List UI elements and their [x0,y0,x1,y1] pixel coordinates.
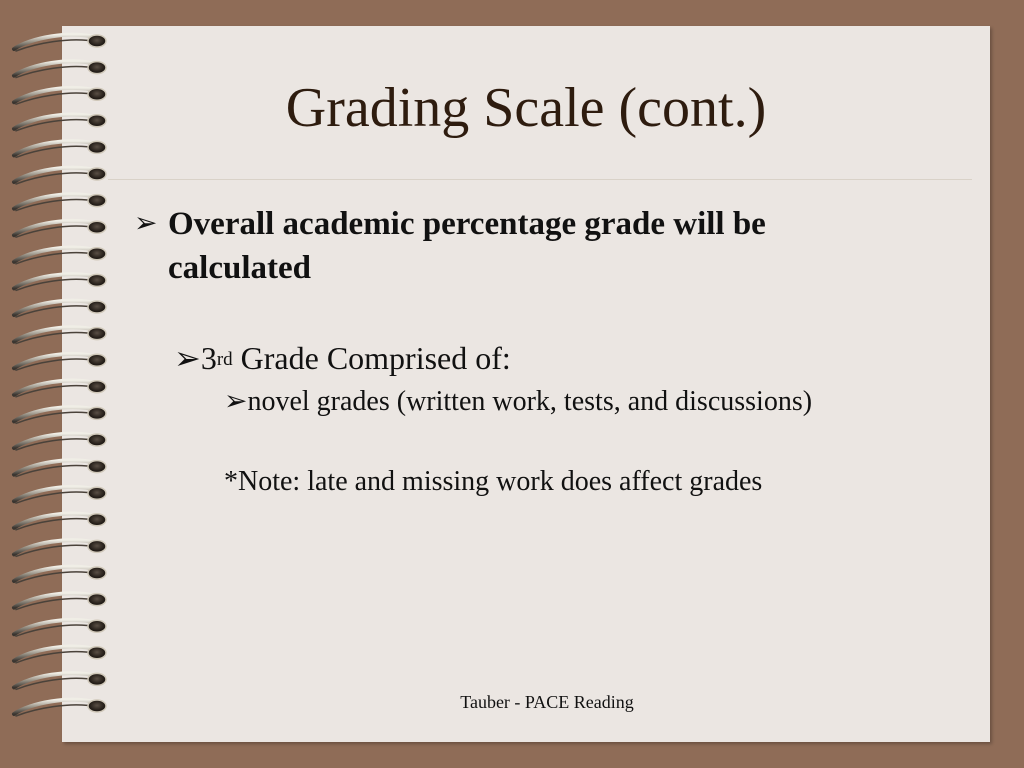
note-text: *Note: late and missing work does affect grades [224,466,763,497]
grade-ordinal-suffix: rd [216,349,233,370]
slide-title: Grading Scale (cont.) [285,77,767,139]
grade-number: 3 [200,340,217,376]
spiral-ring [14,620,106,636]
spiral-ring [14,407,106,423]
bullet-level-2 [174,338,934,378]
bullet-level-1-text: Overall academic percentage grade will be calculated [168,206,766,286]
bullet-level-3-text: novel grades (written work, tests, and discussions) [247,386,813,417]
spiral-ring [14,61,106,77]
spiral-ring [14,487,106,503]
spiral-ring [14,647,106,663]
spiral-ring [14,567,106,583]
spiral-ring [14,88,106,104]
spiral-ring [14,221,106,237]
spiral-ring [14,700,106,716]
arrowhead-bullet-icon: ➢ [224,386,248,417]
slide-footer: Tauber - PACE Reading [460,692,634,712]
spiral-ring [14,673,106,689]
spiral-binding-icon [0,0,120,768]
bullet-level-1 [134,202,894,290]
spiral-ring [14,115,106,131]
spiral-ring [14,434,106,450]
slide-page [62,26,990,742]
arrowhead-bullet-icon: ➢ [134,208,158,239]
spiral-ring [14,593,106,609]
spiral-ring [14,141,106,157]
spiral-ring [14,168,106,184]
spiral-ring [14,354,106,370]
spiral-ring [14,327,106,343]
spiral-ring [14,194,106,210]
spiral-ring [14,514,106,530]
title-divider [108,179,972,180]
spiral-ring [14,460,106,476]
spiral-ring [14,381,106,397]
spiral-ring [14,540,106,556]
spiral-ring [14,248,106,264]
spiral-ring [14,274,106,290]
spiral-ring [14,35,106,51]
bullet-level-2-text: Grade Comprised of: [232,340,511,376]
bullet-level-3 [224,384,824,419]
arrowhead-bullet-icon: ➢ [174,340,201,376]
spiral-ring [14,301,106,317]
